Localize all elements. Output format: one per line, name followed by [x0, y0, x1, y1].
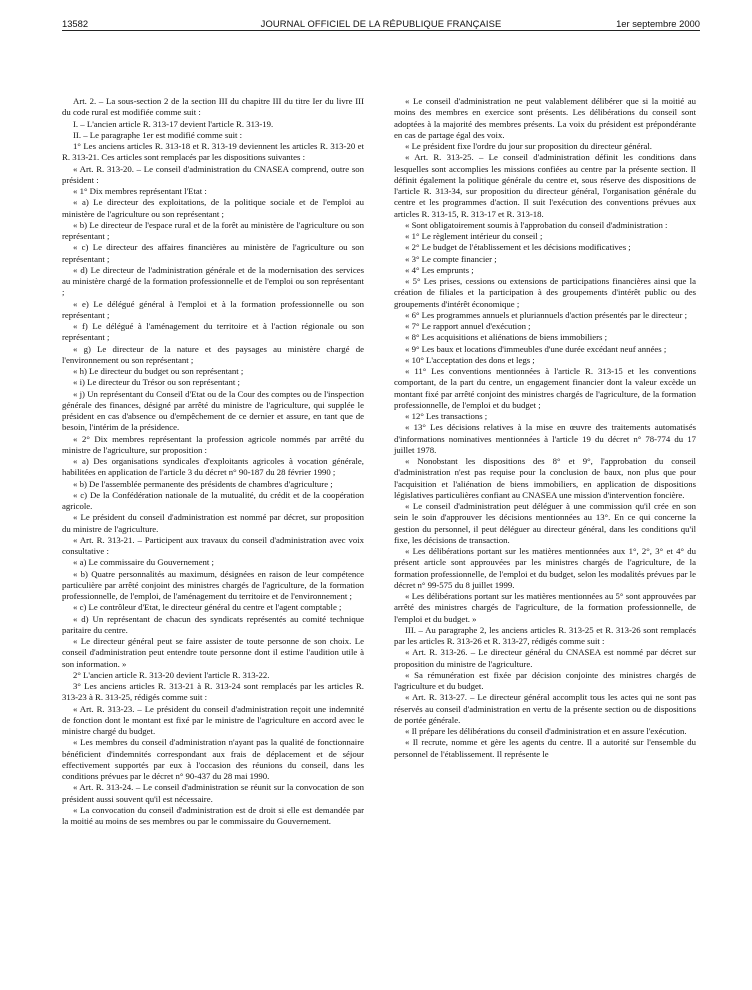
paragraph: « c) De la Confédération nationale de la mutualité, du crédit et de la coopération agricole.: [62, 489, 364, 511]
paragraph: « 9° Les baux et locations d'immeubles d'une durée excédant neuf années ;: [405, 343, 667, 354]
paragraph: « Sa rémunération est fixée par décision conjointe des ministres chargés de l'agriculture et du budget.: [394, 669, 696, 691]
paragraph: 3° Les anciens articles R. 313-21 à R. 313-24 sont remplacés par les articles R. 313-23 à R. 313-25, rédigés comme suit :: [62, 681, 364, 703]
paragraph: « 4° Les emprunts ;: [405, 264, 474, 275]
paragraph: « Art. R. 313-27. – Le directeur général accomplit tous les actes qui ne sont pas réservés au conseil d'administration en vertu de la présente section ou de dispositions de portée générale.: [394, 692, 696, 725]
paragraph: « c) Le contrôleur d'Etat, le directeur général du centre et l'agent comptable ;: [73, 602, 342, 613]
paragraph: « 1° Le règlement intérieur du conseil ;: [405, 231, 543, 241]
paragraph: « 6° Les programmes annuels et pluriannuels d'action présentés par le directeur ;: [405, 309, 688, 320]
paragraph: « j) Un représentant du Conseil d'Etat ou de la Cour des comptes ou de l'inspection générale des finances, désigné par arrêté du ministre de l'agriculture, qui supplée le président en cas d'absence ou d'empêchement de ce dernier et assure, en tant que de besoin, l'intérim de la présidence.: [62, 388, 364, 433]
paragraph: « 2° Le budget de l'établissement et les décisions modificatives ;: [405, 242, 631, 253]
paragraph: III. – Au paragraphe 2, les anciens articles R. 313-25 et R. 313-26 sont remplacés par les articles R. 313-26 et R. 313-27, rédigés comme suit :: [394, 624, 696, 646]
paragraph: « Le conseil d'administration ne peut valablement délibérer que si la moitié au moins des membres en exercice sont présents. Les délibérations du conseil sont adoptées à la majorité des membres présents. La voix du président est prépondérante en cas de partage égal des voix.: [394, 96, 696, 140]
paragraph: I. – L'ancien article R. 313-17 devient l'article R. 313-19.: [73, 118, 274, 129]
page-header: [62, 18, 700, 38]
paragraph: « Art. R. 313-25. – Le conseil d'administration définit les conditions dans lesquelles sont accomplies les missions confiées au centre par la présente section. Il définit également la politique générale du centre et, sous réserve des dispositions de l'article R. 313-34, sur proposition du directeur général, l'organisation générale du centre et les programmes d'action. Il suit l'exécution des conventions prévues aux articles R. 313-15, R. 313-17 et R. 313-18.: [394, 152, 696, 219]
paragraph: « b) Le directeur de l'espace rural et de la forêt au ministère de l'agriculture ou son représentant ;: [62, 219, 364, 241]
paragraph: « Le directeur général peut se faire assister de toute personne de son choix. Le conseil d'administration peut entendre toute personne dont il estime l'audition utile à son information. »: [62, 636, 364, 669]
page-number: 13582: [62, 18, 89, 29]
paragraph: « 12° Les transactions ;: [405, 411, 488, 421]
paragraph: « Art. R. 313-21. – Participent aux travaux du conseil d'administration avec voix consultative :: [62, 534, 364, 556]
header-rule: [62, 30, 700, 31]
paragraph: « Le président fixe l'ordre du jour sur proposition du directeur général.: [405, 141, 652, 151]
paragraph: 1° Les anciens articles R. 313-18 et R. 313-19 deviennent les articles R. 313-20 et R. 313-21. Ces articles sont remplacés par les dispositions suivantes :: [62, 141, 364, 163]
right-column: [394, 96, 696, 760]
paragraph: II. – Le paragraphe 1er est modifié comme suit :: [73, 129, 243, 140]
paragraph: « Les membres du conseil d'administration n'ayant pas la qualité de fonctionnaire bénéficient d'indemnités correspondant aux frais de déplacement et de séjour effectivement supportés par eux à l'occasion des réunions du conseil, dans les conditions prévues par le décret n° 90-437 du 28 mai 1990.: [62, 737, 364, 781]
paragraph: « 5° Les prises, cessions ou extensions de participations financières ainsi que la création de filiales et la participation à des groupements d'intérêt public ou des groupements d'intérêt économique ;: [394, 276, 696, 309]
paragraph: « a) Le directeur des exploitations, de la politique sociale et de l'emploi au ministère de l'agriculture ou son représentant ;: [62, 197, 364, 219]
paragraph: « La convocation du conseil d'administration est de droit si elle est demandée par la moitié au moins de ses membres ou par le commissaire du Gouvernement.: [62, 804, 364, 826]
paragraph: « Les délibérations portant sur les matières mentionnées aux 1°, 2°, 3° et 4° du présent article sont approuvées par les ministres chargés de l'agriculture, de la formation professionnelle, de l'emploi et du budget, selon les modalités prévues par le décret n° 99-575 du 8 juillet 1999.: [394, 546, 696, 590]
paragraph: Art. 2. – La sous-section 2 de la section III du chapitre III du titre Ier du livre III du code rural est modifiée comme suit :: [62, 96, 364, 118]
paragraph: « Sont obligatoirement soumis à l'approbation du conseil d'administration :: [405, 219, 668, 230]
paragraph: « Art. R. 313-24. – Le conseil d'administration se réunit sur la convocation de son président aussi souvent qu'il est nécessaire.: [62, 782, 364, 804]
paragraph: « Art. R. 313-23. – Le président du conseil d'administration reçoit une indemnité de fonction dont le montant est fixé par le ministre de l'agriculture en accord avec le ministre chargé du budget.: [62, 703, 364, 736]
paragraph: « 13° Les décisions relatives à la mise en œuvre des traitements automatisés d'informations nominatives mentionnées à l'article 19 du décret n° 78-774 du 17 juillet 1978.: [394, 422, 696, 455]
paragraph: « a) Des organisations syndicales d'exploitants agricoles à vocation générale, habilitées en application de l'article 3 du décret n° 90-187 du 28 février 1990 ;: [62, 456, 364, 478]
publication-date: 1er septembre 2000: [616, 18, 700, 29]
paragraph: « h) Le directeur du budget ou son représentant ;: [73, 366, 244, 376]
paragraph: « 2° Dix membres représentant la profession agricole nommés par arrêté du ministre de l'agriculture, sur proposition :: [62, 433, 364, 455]
paragraph: « c) Le directeur des affaires financières au ministère de l'agriculture ou son représentant ;: [62, 242, 364, 264]
paragraph: « 3° Le compte financier ;: [405, 253, 497, 264]
paragraph: « Les délibérations portant sur les matières mentionnées au 5° sont approuvées par arrêté des ministres chargés de l'agriculture, de la formation professionnelle, de l'emploi et du budget. »: [394, 591, 696, 624]
paragraph: « 8° Les acquisitions et aliénations de biens immobiliers ;: [405, 332, 608, 343]
paragraph: « Art. R. 313-26. – Le directeur général du CNASEA est nommé par décret sur proposition du ministre de l'agriculture.: [394, 647, 696, 669]
paragraph: « i) Le directeur du Trésor ou son représentant ;: [73, 377, 240, 388]
paragraph: 2° L'ancien article R. 313-20 devient l'article R. 313-22.: [73, 669, 270, 680]
paragraph: « Nonobstant les dispositions des 8° et 9°, l'approbation du conseil d'administration n'est pas requise pour la conclusion de baux, non plus que pour l'acquisition et l'aliénation de biens immobiliers, en application de dispositions législatives particulières confiant au CNASEA une mission d'intervention foncière.: [394, 456, 696, 500]
paragraph: « 7° Le rapport annuel d'exécution ;: [405, 321, 531, 331]
paragraph: « 11° Les conventions mentionnées à l'article R. 313-15 et les conventions comportant, de la part du centre, un engagement financier dont la valeur excède un montant fixé par arrêté conjoint des ministres chargés de l'agriculture, de la formation professionnelle, de l'emploi et du budget ;: [394, 366, 696, 410]
left-column: [62, 96, 364, 827]
paragraph: « b) Quatre personnalités au maximum, désignées en raison de leur compétence particulière par arrêté conjoint des ministres chargés de l'agriculture, de la formation professionnelle, de l'emploi, de l'aménagement du territoire et de l'environnement ;: [62, 568, 364, 601]
paragraph: « b) De l'assemblée permanente des présidents de chambres d'agriculture ;: [73, 478, 333, 489]
paragraph: « Il recrute, nomme et gère les agents du centre. Il a autorité sur l'ensemble du personnel de l'établissement. Il représente le: [394, 737, 696, 759]
paragraph: « Le président du conseil d'administration est nommé par décret, sur proposition du ministre de l'agriculture.: [62, 512, 364, 534]
paragraph: « Il prépare les délibérations du conseil d'administration et en assure l'exécution.: [405, 726, 687, 736]
paragraph: « g) Le directeur de la nature et des paysages au ministère chargé de l'environnement ou son représentant ;: [62, 343, 364, 365]
paragraph: « d) Le directeur de l'administration générale et de la modernisation des services au ministère chargé de la formation professionnelle et de l'emploi ou son représentant ;: [62, 264, 364, 298]
paragraph: « Le conseil d'administration peut déléguer à une commission qu'il crée en son sein le soin d'approuver les décisions mentionnées au 13°. En ce qui concerne la gestion du personnel, il peut déléguer au directeur général, dans les conditions qu'il fixe, les décisions de transaction.: [394, 501, 696, 545]
paragraph: « d) Un représentant de chacun des syndicats représentés au comité technique paritaire du centre.: [62, 613, 364, 635]
paragraph: « a) Le commissaire du Gouvernement ;: [73, 557, 214, 568]
paragraph: « Art. R. 313-20. – Le conseil d'administration du CNASEA comprend, outre son président :: [62, 163, 364, 185]
journal-title: JOURNAL OFFICIEL DE LA RÉPUBLIQUE FRANÇAISE: [260, 18, 502, 29]
paragraph: « e) Le délégué général à l'emploi et à la formation professionnelle ou son représentant ;: [62, 298, 364, 320]
paragraph: « 1° Dix membres représentant l'Etat :: [73, 186, 207, 196]
paragraph: « 10° L'acceptation des dons et legs ;: [405, 354, 535, 365]
paragraph: « f) Le délégué à l'aménagement du territoire et à l'action régionale ou son représentant ;: [62, 321, 364, 343]
